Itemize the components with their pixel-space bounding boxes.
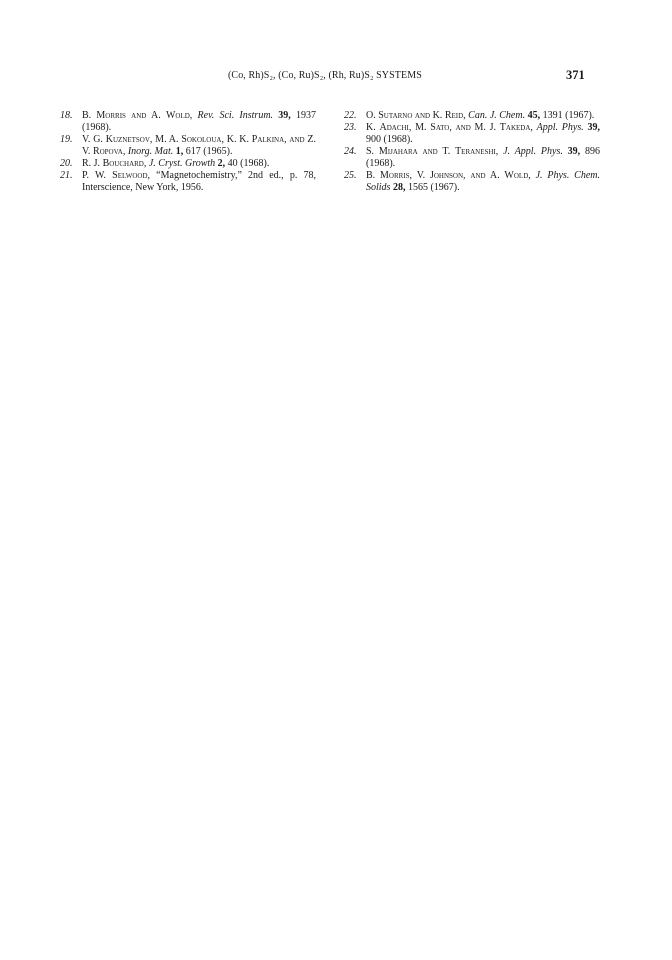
reference-entry [60,134,316,158]
reference-segment: Wold [504,170,529,181]
reference-segment: S. [366,146,379,157]
reference-segment: Ropova [92,146,123,157]
reference-number: 24. [344,146,357,157]
reference-segment: , [122,146,128,157]
reference-segment: Morris and [96,110,147,121]
reference-segment: V. G. [82,134,106,145]
reference-segment: Teraneshi [455,146,496,157]
reference-segment: Z. V. [82,134,316,157]
reference-segment: P. W. [82,170,113,181]
running-title: (Co, Rh)S₂, (Co, Ru)S₂, (Rh, Ru)S₂ SYSTEMS [228,70,422,81]
reference-segment: Inorg. Mat. [127,146,174,157]
reference-text [366,110,600,122]
references-right-column [344,110,600,194]
reference-text [366,122,600,146]
reference-segment: Kuznetsov [105,134,150,145]
reference-segment: 40 (1968). [225,158,270,169]
reference-number: 18. [60,110,73,121]
reference-segment: M. J. [470,122,500,133]
reference-segment: J. Cryst. Growth [148,158,216,169]
reference-text [82,134,316,158]
reference-segment: Adachi [379,122,409,133]
reference-segment: Sokoloua [181,134,222,145]
reference-segment: R. J. [82,158,103,169]
reference-entry [344,122,600,146]
reference-segment: 39, [587,122,601,133]
reference-text [82,170,316,194]
reference-text [366,146,600,170]
page-number: 371 [566,68,585,82]
reference-segment: 39, [278,110,291,121]
reference-number: 19. [60,134,73,145]
reference-number: 21. [60,170,73,181]
running-head [0,70,672,86]
reference-segment: Wold [165,110,190,121]
reference-segment: B. [82,110,97,121]
reference-segment: Appl. Phys. [536,122,584,133]
reference-segment: J. Phys. Chem. Solids [366,170,600,193]
reference-segment: 2, [217,158,226,169]
reference-segment: , K. K. [221,134,252,145]
reference-segment: Sato, and [430,122,471,133]
reference-number: 23. [344,122,357,133]
reference-entry [60,110,316,134]
reference-number: 20. [60,158,73,169]
reference-segment: A. [485,170,505,181]
reference-text [366,170,600,194]
reference-segment: B. [366,170,381,181]
reference-segment: K. [430,110,445,121]
reference-segment: , [495,146,504,157]
reference-number: 22. [344,110,357,121]
reference-entry [344,170,600,194]
reference-segment: , [463,110,469,121]
reference-segment: 39, [567,146,581,157]
references [60,110,600,194]
reference-segment: 45, [527,110,541,121]
reference-segment: , M. [408,122,431,133]
reference-segment: T. [437,146,456,157]
reference-entry [344,146,600,170]
reference-segment: Johnson, and [429,170,486,181]
reference-segment: , M. A. [149,134,182,145]
reference-entry [60,170,316,194]
reference-segment: , [189,110,198,121]
reference-text [82,158,316,170]
reference-segment: Reid [444,110,464,121]
reference-segment: 1, [175,146,184,157]
reference-segment: Selwood [112,170,148,181]
reference-segment: , [143,158,149,169]
reference-segment: , [528,170,536,181]
reference-segment: , V. [409,170,430,181]
reference-segment: J. Appl. Phys. [503,146,563,157]
reference-segment: 900 (1968). [366,134,413,145]
reference-entry [60,158,316,170]
reference-segment: Bouchard [102,158,144,169]
reference-text [82,110,316,134]
reference-segment: , [530,122,537,133]
reference-segment: 28, [392,182,406,193]
reference-segment: Sutarno and [378,110,431,121]
reference-segment: Can. J. Chem. [468,110,526,121]
reference-segment: 1391 (1967). [540,110,595,121]
reference-segment: 1565 (1967). [405,182,460,193]
references-left-column [60,110,316,194]
reference-segment: 617 (1965). [183,146,233,157]
reference-segment: Takeda [499,122,531,133]
reference-number: 25. [344,170,357,181]
reference-segment: 896 (1968). [366,146,600,169]
reference-segment: Rev. Sci. Instrum. [197,110,274,121]
reference-segment: O. [366,110,379,121]
reference-segment: Mijahara and [378,146,438,157]
reference-segment: , “Magnetochemistry,” 2nd ed., p. 78, Interscience, New York, 1956. [82,170,316,193]
reference-segment: Morris [380,170,410,181]
reference-segment: 1937 (1968). [82,110,317,133]
reference-entry [344,110,600,122]
reference-segment: K. [366,122,380,133]
reference-segment: A. [146,110,166,121]
reference-segment: Palkina, and [251,134,305,145]
